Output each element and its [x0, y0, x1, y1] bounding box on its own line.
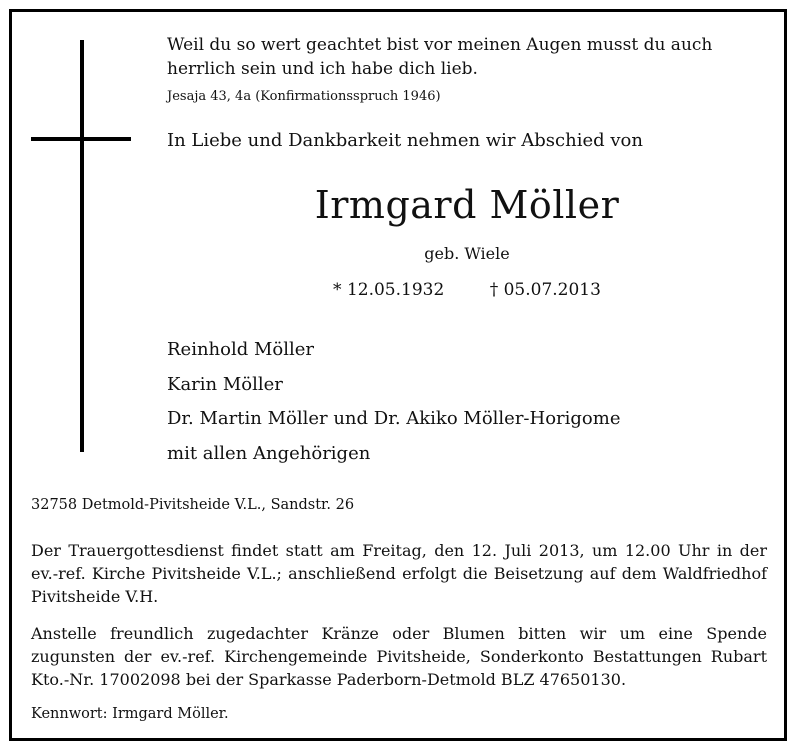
mourner: Karin Möller: [167, 373, 283, 395]
cross-icon-bar: [31, 137, 131, 141]
maiden-name: geb. Wiele: [424, 244, 510, 263]
service-paragraph: Der Trauergottesdienst findet statt am Freitag, den 12. Juli 2013, um 12.00 Uhr in der ev.-ref. Kirche Pivitsheide V.L.; anschließend erfolgt die Beisetzung auf dem Waldfriedhof Pivitsheide V.H.: [31, 541, 767, 606]
birth-date: * 12.05.1932: [333, 280, 445, 300]
donation-paragraph: Anstelle freundlich zugedachter Kränze oder Blumen bitten wir um eine Spende zugunsten der ev.-ref. Kirchengemeinde Pivitsheide, Sonderkonto Bestattungen Rubart Kto.-Nr. 17002098 bei der Sparkasse Paderborn-Detmold BLZ 47650130.: [31, 624, 767, 689]
mourner: mit allen Angehörigen: [167, 442, 371, 464]
mourner: Reinhold Möller: [167, 339, 315, 360]
family-address: 32758 Detmold-Pivitsheide V.L., Sandstr. 26: [31, 497, 355, 513]
bible-verse-reference: Jesaja 43, 4a (Konfirmationsspruch 1946): [167, 89, 441, 104]
deceased-name: Irmgard Möller: [314, 183, 620, 227]
mourners-list: [167, 333, 621, 471]
intro-line: In Liebe und Dankbarkeit nehmen wir Abschied von: [167, 130, 643, 151]
cross-icon: [80, 40, 84, 452]
death-date: † 05.07.2013: [489, 280, 601, 300]
mourner: Dr. Martin Möller und Dr. Akiko Möller-Horigome: [167, 408, 621, 429]
bible-verse: Weil du so wert geachtet bist vor meinen Augen musst du auch herrlich sein und ich habe dich lieb.: [167, 35, 713, 79]
life-dates: [167, 280, 767, 300]
donation-keyword: Kennwort: Irmgard Möller.: [31, 706, 229, 722]
